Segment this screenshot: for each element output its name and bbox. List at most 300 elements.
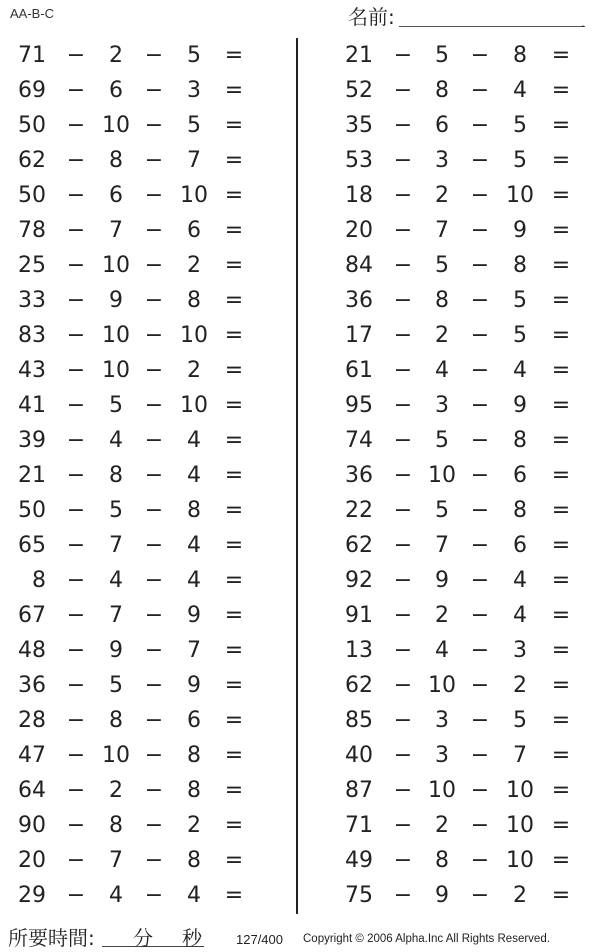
problem-row: [0, 38, 600, 73]
minus-sign: −: [470, 638, 490, 663]
problem-row: [0, 318, 600, 353]
problem-row: [0, 773, 600, 808]
subtrahend-2: 7: [187, 148, 201, 173]
minus-sign: −: [470, 113, 490, 138]
equals-sign: =: [224, 568, 244, 593]
equals-sign: =: [224, 428, 244, 453]
subtrahend-2: 5: [513, 323, 527, 348]
subtrahend-2: 4: [187, 428, 201, 453]
subtrahend-1: 2: [435, 183, 449, 208]
minuend: 62: [345, 533, 373, 558]
subtrahend-1: 9: [109, 638, 123, 663]
minus-sign: −: [144, 638, 164, 663]
equals-sign: =: [224, 533, 244, 558]
equals-sign: =: [551, 43, 571, 68]
subtrahend-1: 10: [428, 673, 456, 698]
minus-sign: −: [470, 673, 490, 698]
equals-sign: =: [551, 603, 571, 628]
equals-sign: =: [551, 778, 571, 803]
minus-sign: −: [470, 533, 490, 558]
equals-sign: =: [224, 743, 244, 768]
minus-sign: −: [144, 778, 164, 803]
minus-sign: −: [144, 148, 164, 173]
subtrahend-2: 6: [513, 533, 527, 558]
subtrahend-2: 8: [513, 43, 527, 68]
equals-sign: =: [224, 498, 244, 523]
minuend: 43: [18, 358, 46, 383]
minus-sign: −: [66, 393, 86, 418]
minus-sign: −: [144, 568, 164, 593]
minuend: 71: [345, 813, 373, 838]
minus-sign: −: [470, 183, 490, 208]
subtrahend-2: 8: [513, 253, 527, 278]
minus-sign: −: [66, 358, 86, 383]
minus-sign: −: [393, 183, 413, 208]
minuend: 75: [345, 883, 373, 908]
problem-row: [0, 808, 600, 843]
equals-sign: =: [224, 323, 244, 348]
problem-row: [0, 143, 600, 178]
minus-sign: −: [144, 533, 164, 558]
minus-sign: −: [144, 498, 164, 523]
minuend: 33: [18, 288, 46, 313]
minus-sign: −: [393, 778, 413, 803]
subtrahend-2: 5: [187, 113, 201, 138]
time-required-label: 所要時間:: [8, 926, 95, 950]
subtrahend-1: 7: [435, 533, 449, 558]
subtrahend-2: 8: [187, 848, 201, 873]
subtrahend-1: 9: [435, 568, 449, 593]
subtrahend-2: 9: [187, 673, 201, 698]
minuend: 20: [18, 848, 46, 873]
problem-row: [0, 738, 600, 773]
subtrahend-2: 4: [187, 533, 201, 558]
problem-row: [0, 563, 600, 598]
subtrahend-1: 5: [435, 43, 449, 68]
minuend: 41: [18, 393, 46, 418]
minuend: 36: [18, 673, 46, 698]
minus-sign: −: [393, 218, 413, 243]
minutes-label: 分: [133, 926, 153, 950]
problem-row: [0, 843, 600, 878]
seconds-label: 秒: [182, 926, 202, 950]
subtrahend-2: 4: [513, 78, 527, 103]
minuend: 36: [345, 463, 373, 488]
subtrahend-1: 5: [435, 498, 449, 523]
equals-sign: =: [551, 743, 571, 768]
equals-sign: =: [224, 638, 244, 663]
subtrahend-1: 7: [435, 218, 449, 243]
subtrahend-2: 10: [180, 323, 208, 348]
subtrahend-2: 3: [187, 78, 201, 103]
minus-sign: −: [393, 253, 413, 278]
right-problem-column: [0, 38, 600, 913]
minus-sign: −: [393, 638, 413, 663]
subtrahend-1: 3: [435, 743, 449, 768]
equals-sign: =: [224, 673, 244, 698]
subtrahend-2: 2: [513, 883, 527, 908]
minus-sign: −: [66, 253, 86, 278]
subtrahend-1: 8: [109, 708, 123, 733]
minus-sign: −: [144, 848, 164, 873]
minus-sign: −: [66, 463, 86, 488]
subtrahend-1: 6: [435, 113, 449, 138]
minus-sign: −: [393, 883, 413, 908]
equals-sign: =: [551, 673, 571, 698]
equals-sign: =: [551, 78, 571, 103]
minus-sign: −: [66, 813, 86, 838]
minus-sign: −: [393, 708, 413, 733]
minus-sign: −: [66, 113, 86, 138]
subtrahend-1: 3: [435, 708, 449, 733]
subtrahend-2: 7: [187, 638, 201, 663]
minus-sign: −: [144, 113, 164, 138]
minus-sign: −: [393, 288, 413, 313]
subtrahend-1: 4: [109, 428, 123, 453]
minus-sign: −: [470, 428, 490, 453]
minuend: 69: [18, 78, 46, 103]
minuend: 17: [345, 323, 373, 348]
equals-sign: =: [551, 533, 571, 558]
minus-sign: −: [393, 43, 413, 68]
minuend: 95: [345, 393, 373, 418]
minus-sign: −: [66, 148, 86, 173]
minus-sign: −: [393, 428, 413, 453]
minus-sign: −: [144, 253, 164, 278]
name-field: [348, 4, 588, 30]
minus-sign: −: [470, 358, 490, 383]
minuend: 36: [345, 288, 373, 313]
equals-sign: =: [224, 883, 244, 908]
minuend: 22: [345, 498, 373, 523]
minus-sign: −: [393, 323, 413, 348]
minuend: 18: [345, 183, 373, 208]
subtrahend-2: 5: [513, 708, 527, 733]
equals-sign: =: [551, 463, 571, 488]
problem-row: [0, 528, 600, 563]
minuend: 8: [32, 568, 46, 593]
equals-sign: =: [551, 253, 571, 278]
minus-sign: −: [144, 43, 164, 68]
minus-sign: −: [66, 673, 86, 698]
minus-sign: −: [66, 603, 86, 628]
minus-sign: −: [393, 743, 413, 768]
minuend: 40: [345, 743, 373, 768]
minuend: 91: [345, 603, 373, 628]
subtrahend-1: 8: [109, 148, 123, 173]
subtrahend-2: 5: [513, 288, 527, 313]
subtrahend-2: 10: [180, 183, 208, 208]
minus-sign: −: [470, 813, 490, 838]
subtrahend-1: 4: [109, 568, 123, 593]
minuend: 49: [345, 848, 373, 873]
subtrahend-2: 4: [187, 883, 201, 908]
subtrahend-2: 6: [187, 218, 201, 243]
equals-sign: =: [224, 708, 244, 733]
subtrahend-1: 5: [109, 393, 123, 418]
minus-sign: −: [66, 533, 86, 558]
subtrahend-1: 2: [109, 778, 123, 803]
minus-sign: −: [144, 463, 164, 488]
subtrahend-2: 8: [187, 498, 201, 523]
minus-sign: −: [144, 393, 164, 418]
minus-sign: −: [470, 393, 490, 418]
equals-sign: =: [551, 568, 571, 593]
problem-row: [0, 353, 600, 388]
minus-sign: −: [66, 498, 86, 523]
minuend: 47: [18, 743, 46, 768]
name-label: 名前:: [348, 5, 395, 29]
name-trailing-dot: .: [581, 16, 585, 30]
subtrahend-1: 10: [102, 358, 130, 383]
minus-sign: −: [144, 288, 164, 313]
subtrahend-2: 5: [187, 43, 201, 68]
minuend: 28: [18, 708, 46, 733]
minus-sign: −: [66, 43, 86, 68]
subtrahend-1: 9: [435, 883, 449, 908]
minuend: 62: [18, 148, 46, 173]
equals-sign: =: [224, 463, 244, 488]
equals-sign: =: [551, 708, 571, 733]
subtrahend-2: 2: [513, 673, 527, 698]
subtrahend-1: 5: [435, 253, 449, 278]
equals-sign: =: [224, 43, 244, 68]
equals-sign: =: [551, 358, 571, 383]
equals-sign: =: [551, 183, 571, 208]
minus-sign: −: [470, 708, 490, 733]
minuend: 74: [345, 428, 373, 453]
subtrahend-2: 10: [506, 778, 534, 803]
subtrahend-1: 3: [435, 393, 449, 418]
subtrahend-2: 3: [513, 638, 527, 663]
minus-sign: −: [470, 883, 490, 908]
equals-sign: =: [224, 813, 244, 838]
subtrahend-2: 2: [187, 813, 201, 838]
subtrahend-2: 9: [513, 218, 527, 243]
equals-sign: =: [551, 848, 571, 873]
problem-row: [0, 493, 600, 528]
page-number: 127/400: [236, 932, 283, 947]
minus-sign: −: [470, 498, 490, 523]
minus-sign: −: [66, 78, 86, 103]
subtrahend-1: 5: [435, 428, 449, 453]
minuend: 52: [345, 78, 373, 103]
equals-sign: =: [551, 813, 571, 838]
subtrahend-2: 4: [513, 358, 527, 383]
minus-sign: −: [66, 428, 86, 453]
minus-sign: −: [66, 288, 86, 313]
subtrahend-2: 10: [506, 848, 534, 873]
minus-sign: −: [470, 778, 490, 803]
problem-row: [0, 248, 600, 283]
subtrahend-2: 4: [513, 568, 527, 593]
minus-sign: −: [66, 848, 86, 873]
minus-sign: −: [393, 603, 413, 628]
minus-sign: −: [144, 603, 164, 628]
problem-row: [0, 108, 600, 143]
problem-row: [0, 388, 600, 423]
minus-sign: −: [144, 323, 164, 348]
minuend: 50: [18, 113, 46, 138]
subtrahend-2: 8: [187, 743, 201, 768]
minus-sign: −: [393, 148, 413, 173]
minuend: 35: [345, 113, 373, 138]
minuend: 84: [345, 253, 373, 278]
minus-sign: −: [66, 323, 86, 348]
minuend: 67: [18, 603, 46, 628]
minuend: 64: [18, 778, 46, 803]
minus-sign: −: [470, 603, 490, 628]
minuend: 87: [345, 778, 373, 803]
subtrahend-1: 10: [428, 463, 456, 488]
subtrahend-1: 2: [109, 43, 123, 68]
minus-sign: −: [393, 78, 413, 103]
problem-row: [0, 73, 600, 108]
minuend: 25: [18, 253, 46, 278]
minus-sign: −: [470, 848, 490, 873]
minus-sign: −: [470, 568, 490, 593]
subtrahend-1: 2: [435, 603, 449, 628]
subtrahend-1: 4: [435, 638, 449, 663]
equals-sign: =: [224, 603, 244, 628]
subtrahend-1: 8: [109, 463, 123, 488]
subtrahend-2: 10: [506, 813, 534, 838]
subtrahend-1: 7: [109, 533, 123, 558]
name-line: [399, 26, 585, 27]
minuend: 29: [18, 883, 46, 908]
subtrahend-2: 5: [513, 148, 527, 173]
equals-sign: =: [224, 253, 244, 278]
subtrahend-1: 2: [435, 323, 449, 348]
subtrahend-1: 4: [435, 358, 449, 383]
problem-row: [0, 283, 600, 318]
minus-sign: −: [66, 218, 86, 243]
problem-row: [0, 878, 600, 913]
minus-sign: −: [144, 78, 164, 103]
equals-sign: =: [551, 883, 571, 908]
equals-sign: =: [224, 183, 244, 208]
problem-row: [0, 633, 600, 668]
problem-row: [0, 178, 600, 213]
minuend: 53: [345, 148, 373, 173]
subtrahend-2: 7: [513, 743, 527, 768]
subtrahend-1: 10: [102, 113, 130, 138]
equals-sign: =: [551, 428, 571, 453]
minuend: 62: [345, 673, 373, 698]
footer: [0, 918, 600, 952]
problem-row: [0, 703, 600, 738]
minus-sign: −: [66, 708, 86, 733]
minuend: 71: [18, 43, 46, 68]
minuend: 13: [345, 638, 373, 663]
minuend: 90: [18, 813, 46, 838]
minus-sign: −: [470, 253, 490, 278]
subtrahend-1: 5: [109, 498, 123, 523]
minus-sign: −: [393, 673, 413, 698]
subtrahend-1: 7: [109, 848, 123, 873]
subtrahend-2: 8: [187, 778, 201, 803]
equals-sign: =: [224, 848, 244, 873]
problem-row: [0, 213, 600, 248]
minus-sign: −: [144, 183, 164, 208]
minus-sign: −: [393, 568, 413, 593]
minus-sign: −: [66, 743, 86, 768]
minus-sign: −: [66, 638, 86, 663]
minuend: 65: [18, 533, 46, 558]
minuend: 50: [18, 498, 46, 523]
minus-sign: −: [470, 463, 490, 488]
minus-sign: −: [470, 288, 490, 313]
minus-sign: −: [144, 358, 164, 383]
subtrahend-2: 4: [187, 463, 201, 488]
equals-sign: =: [224, 78, 244, 103]
minuend: 61: [345, 358, 373, 383]
minus-sign: −: [66, 568, 86, 593]
subtrahend-1: 10: [428, 778, 456, 803]
subtrahend-1: 10: [102, 253, 130, 278]
subtrahend-2: 2: [187, 253, 201, 278]
minus-sign: −: [470, 218, 490, 243]
equals-sign: =: [224, 148, 244, 173]
subtrahend-1: 7: [109, 603, 123, 628]
minus-sign: −: [144, 813, 164, 838]
subtrahend-2: 6: [187, 708, 201, 733]
minus-sign: −: [393, 463, 413, 488]
equals-sign: =: [224, 393, 244, 418]
subtrahend-1: 10: [102, 743, 130, 768]
subtrahend-2: 9: [513, 393, 527, 418]
minus-sign: −: [66, 883, 86, 908]
equals-sign: =: [551, 288, 571, 313]
minus-sign: −: [393, 498, 413, 523]
minuend: 21: [345, 43, 373, 68]
minuend: 85: [345, 708, 373, 733]
subtrahend-1: 10: [102, 323, 130, 348]
minus-sign: −: [393, 113, 413, 138]
subtrahend-1: 8: [109, 813, 123, 838]
subtrahend-2: 8: [187, 288, 201, 313]
subtrahend-1: 9: [109, 288, 123, 313]
subtrahend-1: 2: [435, 813, 449, 838]
equals-sign: =: [224, 358, 244, 383]
equals-sign: =: [551, 498, 571, 523]
subtrahend-1: 5: [109, 673, 123, 698]
subtrahend-1: 4: [109, 883, 123, 908]
subtrahend-1: 8: [435, 78, 449, 103]
minuend: 92: [345, 568, 373, 593]
minuend: 78: [18, 218, 46, 243]
equals-sign: =: [551, 323, 571, 348]
minus-sign: −: [66, 778, 86, 803]
equals-sign: =: [224, 288, 244, 313]
problem-row: [0, 423, 600, 458]
minuend: 20: [345, 218, 373, 243]
subtrahend-1: 8: [435, 848, 449, 873]
equals-sign: =: [551, 148, 571, 173]
equals-sign: =: [551, 218, 571, 243]
subtrahend-1: 8: [435, 288, 449, 313]
minuend: 83: [18, 323, 46, 348]
minus-sign: −: [144, 708, 164, 733]
equals-sign: =: [224, 113, 244, 138]
subtrahend-1: 3: [435, 148, 449, 173]
subtrahend-2: 5: [513, 113, 527, 138]
minus-sign: −: [393, 358, 413, 383]
copyright: Copyright © 2006 Alpha.Inc All Rights Reserved.: [303, 933, 550, 945]
minus-sign: −: [393, 393, 413, 418]
equals-sign: =: [224, 778, 244, 803]
problem-row: [0, 458, 600, 493]
